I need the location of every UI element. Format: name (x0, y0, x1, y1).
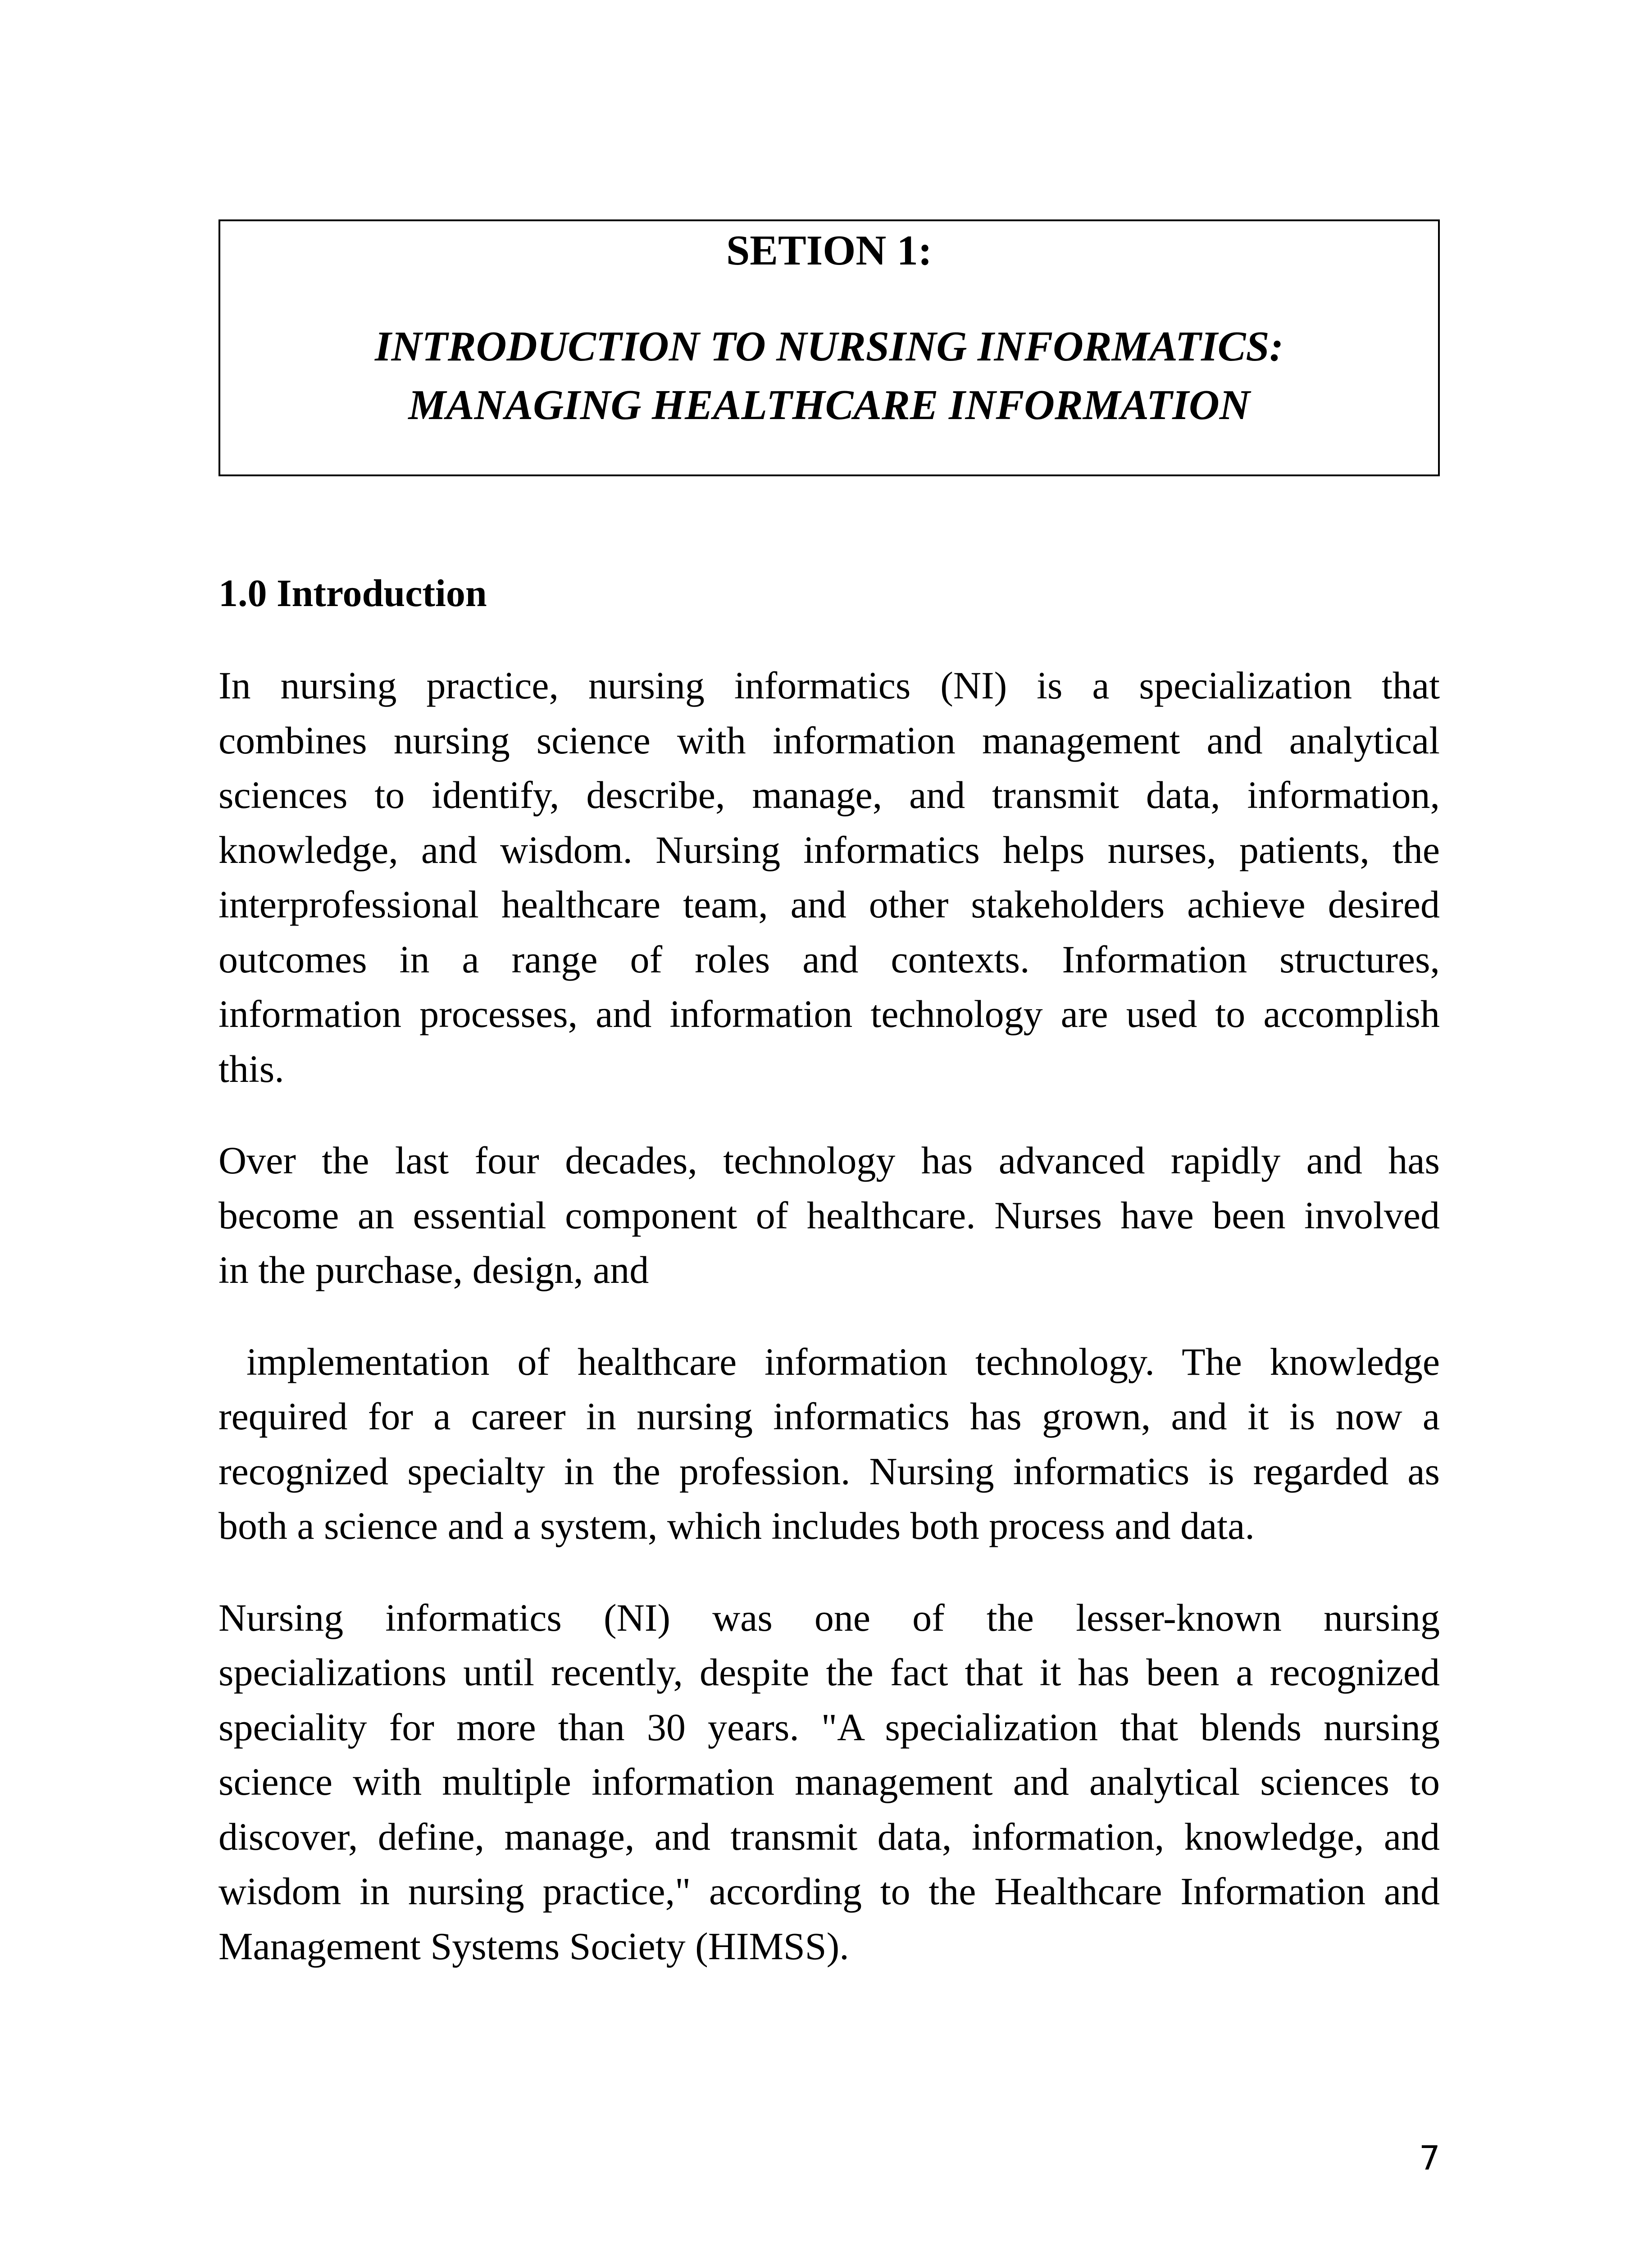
text-line: required for a career in nursing informatics has grown, and it is now a (218, 1395, 1440, 1438)
introduction-heading: 1.0 Introduction (218, 571, 487, 615)
text-line: information processes, and information technology are used to accomplish (218, 992, 1440, 1035)
text-line: Over the last four decades, technology has advanced rapidly and has (218, 1139, 1440, 1182)
text-line: this. (218, 1047, 284, 1090)
page-number: 7 (1419, 2139, 1440, 2178)
section-title-line: MANAGING HEALTHCARE INFORMATION (408, 382, 1250, 429)
text-line: In nursing practice, nursing informatics (NI) is a specialization that (218, 664, 1440, 707)
text-line: Nursing informatics (NI) was one of the lesser-known nursing (218, 1596, 1440, 1639)
text-line: speciality for more than 30 years. "A specialization that blends nursing (218, 1705, 1440, 1749)
text-line: science with multiple information management and analytical sciences to (218, 1760, 1440, 1803)
paragraph (218, 1591, 1440, 1974)
text-line: combines nursing science with information management and analytical (218, 718, 1440, 762)
text-line: implementation of healthcare information technology. The knowledge (218, 1340, 1440, 1383)
section-title (220, 317, 1438, 434)
text-line: outcomes in a range of roles and contexts. Information structures, (218, 937, 1440, 981)
section-label: SETION 1: (726, 227, 933, 274)
main-content (218, 566, 1440, 2011)
paragraph (218, 1133, 1440, 1298)
text-line: wisdom in nursing practice," according to the Healthcare Information and (218, 1870, 1440, 1913)
text-line: discover, define, manage, and transmit data, information, knowledge, and (218, 1815, 1440, 1858)
text-line: become an essential component of healthcare. Nurses have been involved (218, 1193, 1440, 1237)
section-title-line: INTRODUCTION TO NURSING INFORMATICS: (374, 323, 1283, 370)
text-line: in the purchase, design, and (218, 1248, 649, 1291)
text-line: knowledge, and wisdom. Nursing informatics helps nurses, patients, the (218, 828, 1440, 871)
text-line: Management Systems Society (HIMSS). (218, 1924, 849, 1968)
section-title-box (218, 219, 1440, 476)
text-line: both a science and a system, which includes both process and data. (218, 1504, 1255, 1547)
paragraph (218, 1335, 1440, 1554)
text-line: interprofessional healthcare team, and other stakeholders achieve desired (218, 883, 1440, 926)
text-line: specializations until recently, despite the fact that it has been a recognized (218, 1651, 1440, 1694)
paragraph (218, 658, 1440, 1096)
text-line: sciences to identify, describe, manage, and transmit data, information, (218, 773, 1440, 816)
text-line: recognized specialty in the profession. Nursing informatics is regarded as (218, 1449, 1440, 1493)
